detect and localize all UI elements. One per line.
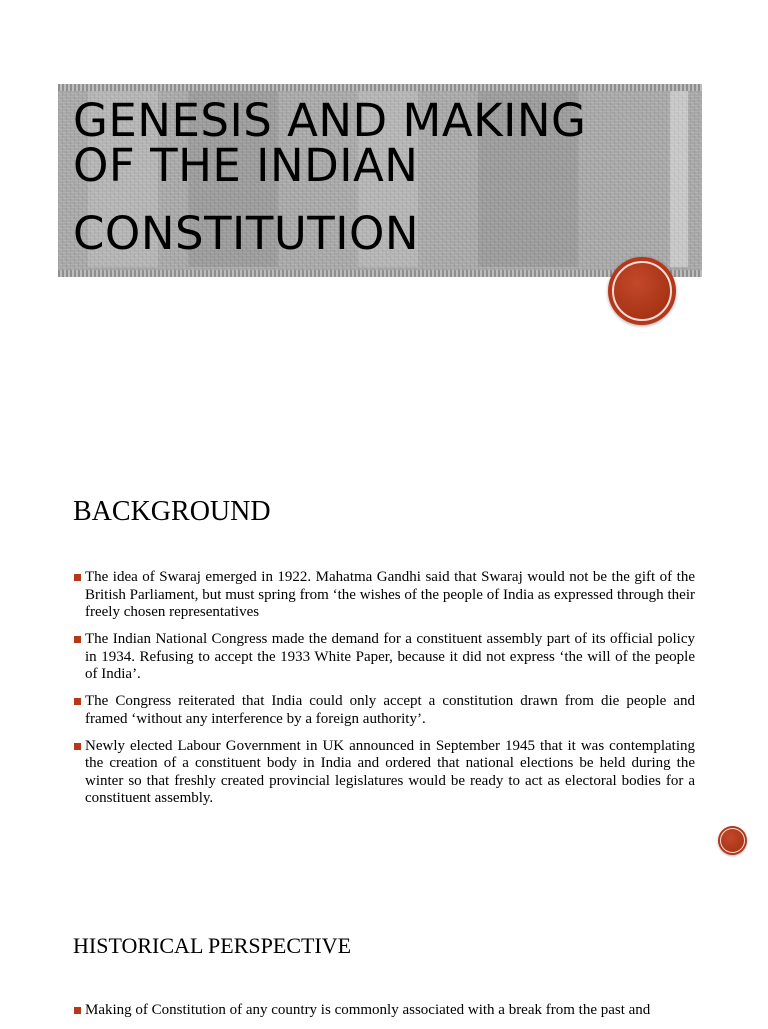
bullet-square-icon [74,743,81,750]
band-edge-bottom [58,270,702,277]
band-edge-top [58,84,702,91]
bullet-square-icon [74,698,81,705]
circle-ring [720,828,745,853]
bullet-text: The Congress reiterated that India could only accept a constitution drawn from die people and framed ‘without any interference by a foreign authority’. [85,693,695,727]
historical-bullet-list [73,1002,695,1029]
title-line-3: CONSTITUTION [73,207,420,260]
list-item [73,569,695,622]
list-item [73,693,695,728]
bullet-square-icon [74,574,81,581]
title-line-1: GENESIS AND MAKING [73,94,587,147]
bullet-text: The Indian National Congress made the demand for a constituent assembly part of its official policy in 1934. Refusing to accept the 1933 White Paper, because it did not express ‘the will of the people of India’. [85,631,695,682]
title-line-2: OF THE INDIAN [73,139,419,192]
list-item [73,1002,695,1020]
background-bullet-list [73,569,695,817]
bullet-text: Making of Constitution of any country is commonly associated with a break from the past and [85,1002,651,1018]
bullet-square-icon [74,636,81,643]
bullet-text: The idea of Swaraj emerged in 1922. Mahatma Gandhi said that Swaraj would not be the gift of the British Parliament, but must spring from ‘the wishes of the people of India as expressed through their freely chosen representatives [85,569,695,620]
section-heading-historical-perspective: HISTORICAL PERSPECTIVE [73,933,352,958]
list-item [73,631,695,684]
section-heading-background: BACKGROUND [73,496,271,527]
slide-title [73,94,693,260]
decorative-circle-icon [718,826,747,855]
decorative-circle-icon [608,257,676,325]
bullet-text: Newly elected Labour Government in UK announced in September 1945 that it was contemplating the creation of a constituent body in India and ordered that national elections be held during the winter so that freshly created provincial legislatures would be ready to act as electoral bodies for a constituent assembly. [85,737,695,806]
circle-ring [612,261,672,321]
bullet-square-icon [74,1007,81,1014]
list-item [73,738,695,808]
